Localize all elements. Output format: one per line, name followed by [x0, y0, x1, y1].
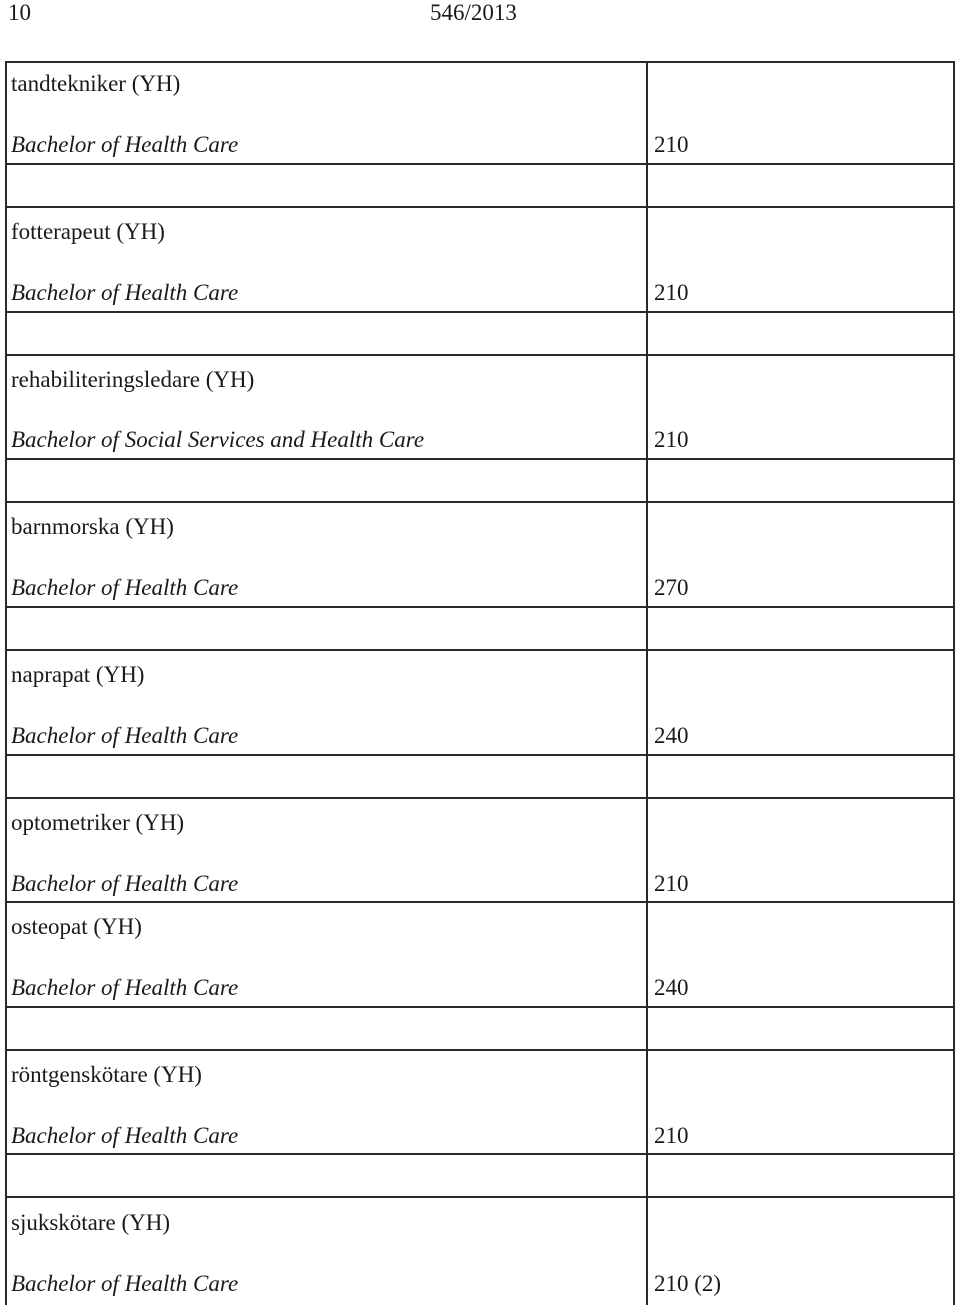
degree-name: Bachelor of Health Care [11, 1123, 239, 1148]
table-border-right [953, 61, 955, 1305]
row-divider [5, 754, 955, 756]
credit-points: 210 [654, 132, 689, 157]
row-divider [5, 458, 955, 460]
degree-name: Bachelor of Social Services and Health Care [11, 427, 425, 452]
credit-points: 210 (2) [654, 1271, 722, 1296]
row-divider [5, 206, 955, 208]
row-divider [5, 649, 955, 651]
qualification-title: fotterapeut (YH) [11, 219, 165, 244]
row-divider [5, 1153, 955, 1155]
credit-points: 210 [654, 280, 689, 305]
qualification-title: barnmorska (YH) [11, 514, 174, 539]
credit-points: 210 [654, 427, 689, 452]
table-border-left [5, 61, 7, 1305]
degree-name: Bachelor of Health Care [11, 871, 239, 896]
degree-name: Bachelor of Health Care [11, 575, 239, 600]
document-number: 546/2013 [430, 0, 517, 25]
row-divider [5, 501, 955, 503]
qualification-title: sjukskötare (YH) [11, 1210, 171, 1235]
row-divider [5, 606, 955, 608]
qualification-title: optometriker (YH) [11, 810, 185, 835]
row-divider [5, 354, 955, 356]
row-divider [5, 797, 955, 799]
credit-points: 270 [654, 575, 689, 600]
table-column-divider [646, 61, 648, 1305]
degree-name: Bachelor of Health Care [11, 280, 239, 305]
degree-table [5, 61, 955, 1305]
credit-points: 210 [654, 871, 689, 896]
credit-points: 240 [654, 975, 689, 1000]
degree-name: Bachelor of Health Care [11, 132, 239, 157]
table-border-top [5, 61, 955, 63]
qualification-title: rehabiliteringsledare (YH) [11, 367, 255, 392]
degree-name: Bachelor of Health Care [11, 1271, 239, 1296]
degree-name: Bachelor of Health Care [11, 975, 239, 1000]
qualification-title: tandtekniker (YH) [11, 71, 181, 96]
page-header [0, 0, 960, 30]
row-divider [5, 1049, 955, 1051]
row-divider [5, 1196, 955, 1198]
row-divider [5, 1006, 955, 1008]
row-divider [5, 311, 955, 313]
qualification-title: osteopat (YH) [11, 914, 142, 939]
qualification-title: naprapat (YH) [11, 662, 145, 687]
row-divider [5, 163, 955, 165]
credit-points: 240 [654, 723, 689, 748]
qualification-title: röntgenskötare (YH) [11, 1062, 202, 1087]
degree-name: Bachelor of Health Care [11, 723, 239, 748]
credit-points: 210 [654, 1123, 689, 1148]
row-divider [5, 901, 955, 903]
page-number: 10 [8, 0, 31, 25]
